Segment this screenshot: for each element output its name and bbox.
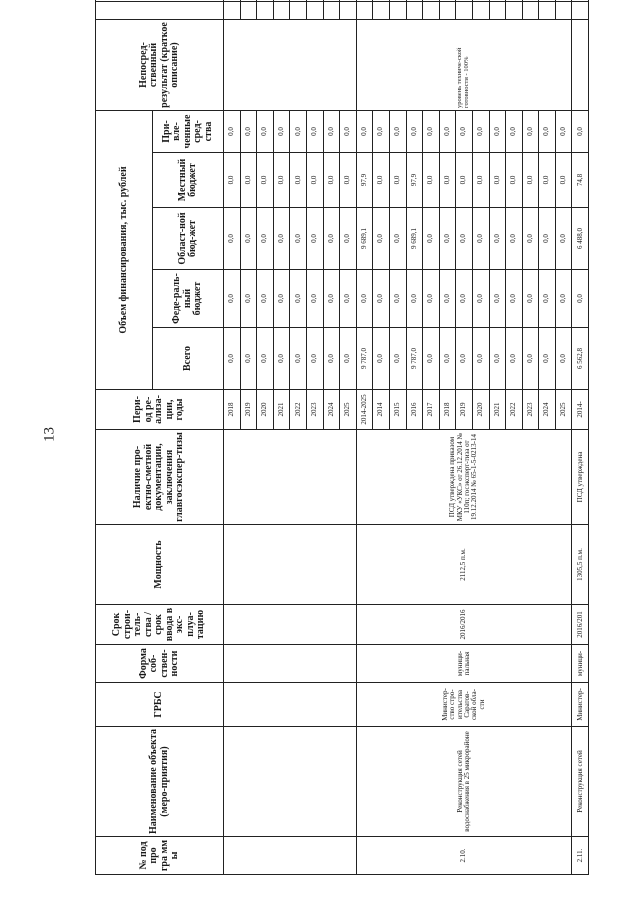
empty-cell	[323, 0, 340, 2]
cell-year: 2024	[539, 390, 556, 430]
cell-private: 0,0	[373, 111, 390, 153]
empty-cell	[224, 727, 357, 837]
empty-cell	[340, 0, 357, 2]
cell-local: 0,0	[306, 153, 323, 208]
cell-federal: 0,0	[290, 270, 307, 328]
empty-cell	[555, 0, 572, 2]
cell-regional: 0,0	[323, 208, 340, 270]
cell-regional: 0,0	[240, 208, 257, 270]
empty-cell	[323, 2, 340, 20]
cell-year: 2024	[323, 390, 340, 430]
cell-total: 0,0	[522, 328, 539, 390]
cell-local: 0,0	[240, 153, 257, 208]
empty-cell	[340, 2, 357, 20]
cell-local: 0,0	[323, 153, 340, 208]
cell-private: 0,0	[290, 111, 307, 153]
cell-federal: 0,0	[489, 270, 506, 328]
cell-total: 9 787,0	[406, 328, 423, 390]
cell-federal: 0,0	[539, 270, 556, 328]
cell-federal: 0,0	[423, 270, 440, 328]
cell-private: 0,0	[539, 111, 556, 153]
empty-cell	[456, 0, 473, 2]
header-extra	[96, 0, 224, 2]
cell-year: 2014	[373, 390, 390, 430]
cell-private: 0,0	[257, 111, 274, 153]
cell-num: 2.10.	[356, 837, 572, 875]
cell-federal: 0,0	[323, 270, 340, 328]
empty-cell	[406, 2, 423, 20]
cell-private: 0,0	[323, 111, 340, 153]
table-body	[224, 0, 589, 875]
empty-cell	[539, 2, 556, 20]
cell-total: 0,0	[456, 328, 473, 390]
empty-cell	[306, 2, 323, 20]
header-name: Наименование объекта (меро-приятия)	[96, 727, 224, 837]
header-num: № под про гра мм ы	[96, 837, 224, 875]
cell-year: 2023	[522, 390, 539, 430]
empty-cell	[306, 0, 323, 2]
header-federal: Феде-раль-ный бюджет	[153, 270, 224, 328]
empty-cell	[224, 2, 241, 20]
empty-cell	[506, 0, 523, 2]
cell-grbs: Министер-	[572, 683, 589, 727]
empty-cell	[373, 2, 390, 20]
cell-local: 97,9	[406, 153, 423, 208]
cell-year: 2016	[406, 390, 423, 430]
empty-cell	[240, 2, 257, 20]
cell-private: 0,0	[572, 111, 589, 153]
cell-local: 0,0	[340, 153, 357, 208]
cell-total: 0,0	[539, 328, 556, 390]
cell-term: 2016/201	[572, 605, 589, 645]
empty-cell	[257, 0, 274, 2]
cell-local: 0,0	[423, 153, 440, 208]
header-total: Всего	[153, 328, 224, 390]
empty-cell	[356, 0, 373, 2]
cell-regional: 0,0	[373, 208, 390, 270]
cell-local: 74,8	[572, 153, 589, 208]
cell-year: 2023	[306, 390, 323, 430]
cell-regional: 0,0	[423, 208, 440, 270]
cell-regional: 0,0	[389, 208, 406, 270]
empty-cell	[489, 0, 506, 2]
empty-cell	[522, 0, 539, 2]
cell-total: 0,0	[306, 328, 323, 390]
cell-federal: 0,0	[522, 270, 539, 328]
cell-regional: 0,0	[522, 208, 539, 270]
empty-cell	[389, 2, 406, 20]
cell-year: 2018	[224, 390, 241, 430]
header-ownership: Форма соб-ствен-ности	[96, 645, 224, 683]
cell-year: 2022	[290, 390, 307, 430]
empty-cell	[439, 0, 456, 2]
cell-regional: 0,0	[555, 208, 572, 270]
header-local: Местный бюджет	[153, 153, 224, 208]
empty-cell	[555, 2, 572, 20]
cell-num: 2.11.	[572, 837, 589, 875]
cell-ownership: муници-	[572, 645, 589, 683]
empty-cell	[572, 2, 589, 20]
empty-cell	[224, 0, 241, 2]
cell-grbs: Министер-ство стро-ительства Саратов-ской обла-сти	[356, 683, 572, 727]
empty-cell	[456, 2, 473, 20]
empty-cell	[389, 0, 406, 2]
cell-capacity: 2112,5 п.м.	[356, 525, 572, 605]
cell-total: 0,0	[224, 328, 241, 390]
cell-local: 0,0	[389, 153, 406, 208]
cell-regional: 6 488,0	[572, 208, 589, 270]
cell-local: 97,9	[356, 153, 373, 208]
empty-cell	[472, 2, 489, 20]
cell-private: 0,0	[522, 111, 539, 153]
table-row	[224, 0, 241, 875]
empty-cell	[539, 0, 556, 2]
header-grbs: ГРБС	[96, 683, 224, 727]
cell-federal: 0,0	[373, 270, 390, 328]
financing-table	[95, 0, 589, 875]
cell-local: 0,0	[439, 153, 456, 208]
cell-private: 0,0	[340, 111, 357, 153]
cell-year: 2025	[340, 390, 357, 430]
header-term: Срок строи-тель-ства / срок ввода в экс-плуа-тацию	[96, 605, 224, 645]
cell-federal: 0,0	[306, 270, 323, 328]
cell-federal: 0,0	[555, 270, 572, 328]
cell-private: 0,0	[389, 111, 406, 153]
cell-total: 0,0	[240, 328, 257, 390]
cell-total: 0,0	[257, 328, 274, 390]
cell-regional: 0,0	[290, 208, 307, 270]
cell-total: 0,0	[489, 328, 506, 390]
empty-cell	[572, 0, 589, 2]
cell-federal: 0,0	[340, 270, 357, 328]
cell-total: 0,0	[506, 328, 523, 390]
cell-year: 2022	[506, 390, 523, 430]
empty-cell	[224, 683, 357, 727]
cell-year: 2014-2025	[356, 390, 373, 430]
header-extra	[96, 2, 224, 20]
cell-regional: 0,0	[472, 208, 489, 270]
cell-result	[572, 20, 589, 111]
cell-total: 6 562,8	[572, 328, 589, 390]
cell-regional: 0,0	[224, 208, 241, 270]
empty-cell	[290, 2, 307, 20]
cell-federal: 0,0	[456, 270, 473, 328]
rotated-table-wrapper	[95, 22, 625, 875]
cell-year: 2021	[489, 390, 506, 430]
empty-cell	[356, 2, 373, 20]
cell-private: 0,0	[506, 111, 523, 153]
cell-local: 0,0	[224, 153, 241, 208]
page-number: 13	[41, 427, 58, 442]
empty-cell	[224, 605, 357, 645]
cell-total: 0,0	[439, 328, 456, 390]
cell-regional: 0,0	[306, 208, 323, 270]
table-row	[356, 0, 373, 875]
cell-regional: 9 689,1	[356, 208, 373, 270]
cell-local: 0,0	[522, 153, 539, 208]
cell-year: 2021	[273, 390, 290, 430]
cell-regional: 0,0	[257, 208, 274, 270]
header-period: Пери-од ре-ализа-ции, годы	[96, 390, 224, 430]
cell-federal: 0,0	[439, 270, 456, 328]
cell-year: 2025	[555, 390, 572, 430]
cell-name: Реконструкция сетей	[572, 727, 589, 837]
cell-federal: 0,0	[506, 270, 523, 328]
cell-year: 2019	[240, 390, 257, 430]
cell-private: 0,0	[273, 111, 290, 153]
cell-regional: 0,0	[340, 208, 357, 270]
cell-private: 0,0	[555, 111, 572, 153]
empty-cell	[506, 2, 523, 20]
cell-private: 0,0	[224, 111, 241, 153]
cell-local: 0,0	[539, 153, 556, 208]
cell-federal: 0,0	[273, 270, 290, 328]
empty-cell	[522, 2, 539, 20]
cell-private: 0,0	[356, 111, 373, 153]
cell-local: 0,0	[472, 153, 489, 208]
cell-private: 0,0	[472, 111, 489, 153]
cell-federal: 0,0	[240, 270, 257, 328]
cell-year: 2020	[472, 390, 489, 430]
cell-year: 2014-	[572, 390, 589, 430]
header-regional: Област-ной бюд-жет	[153, 208, 224, 270]
cell-federal: 0,0	[406, 270, 423, 328]
cell-federal: 0,0	[224, 270, 241, 328]
cell-private: 0,0	[240, 111, 257, 153]
cell-private: 0,0	[406, 111, 423, 153]
empty-cell	[489, 2, 506, 20]
cell-private: 0,0	[306, 111, 323, 153]
cell-year: 2017	[423, 390, 440, 430]
header-financing: Объем финансирования, тыс. рублей	[96, 111, 153, 390]
cell-regional: 0,0	[489, 208, 506, 270]
cell-total: 9 787,0	[356, 328, 373, 390]
cell-local: 0,0	[373, 153, 390, 208]
empty-cell	[423, 2, 440, 20]
empty-cell	[257, 2, 274, 20]
cell-year: 2018	[439, 390, 456, 430]
cell-total: 0,0	[555, 328, 572, 390]
empty-cell	[373, 0, 390, 2]
cell-regional: 0,0	[506, 208, 523, 270]
cell-total: 0,0	[423, 328, 440, 390]
cell-regional: 0,0	[539, 208, 556, 270]
cell-federal: 0,0	[257, 270, 274, 328]
cell-local: 0,0	[456, 153, 473, 208]
cell-regional: 0,0	[439, 208, 456, 270]
cell-year: 2015	[389, 390, 406, 430]
empty-cell	[224, 430, 357, 525]
cell-ownership: муници-пальная	[356, 645, 572, 683]
empty-cell	[224, 837, 357, 875]
cell-psd: ПСД утверждена приказом МКУ «УКС» от 26.12.2014 № 110п; госэксперт-тиза от 19.12.2014 № 65-1-5-0213-14	[356, 430, 572, 525]
cell-private: 0,0	[439, 111, 456, 153]
header-result: Непосред-ственный результат (краткое описание)	[96, 20, 224, 111]
empty-cell	[240, 0, 257, 2]
cell-private: 0,0	[489, 111, 506, 153]
cell-name: Реконструкция сетей водоснабжения в 25 микрорайоне	[356, 727, 572, 837]
cell-regional: 0,0	[273, 208, 290, 270]
cell-federal: 0,0	[572, 270, 589, 328]
cell-private: 0,0	[456, 111, 473, 153]
empty-cell	[290, 0, 307, 2]
cell-local: 0,0	[290, 153, 307, 208]
empty-cell	[273, 2, 290, 20]
cell-local: 0,0	[489, 153, 506, 208]
cell-result	[224, 20, 357, 111]
empty-cell	[472, 0, 489, 2]
cell-result: уровень техниче-ской готовности - 100%	[356, 20, 572, 111]
header-private: При-вле-ченные сред-ства	[153, 111, 224, 153]
empty-cell	[406, 0, 423, 2]
table-row	[572, 0, 589, 875]
cell-regional: 0,0	[456, 208, 473, 270]
empty-cell	[224, 525, 357, 605]
cell-federal: 0,0	[472, 270, 489, 328]
cell-capacity: 1305,5 п.м.	[572, 525, 589, 605]
cell-local: 0,0	[273, 153, 290, 208]
cell-local: 0,0	[555, 153, 572, 208]
empty-cell	[224, 645, 357, 683]
empty-cell	[423, 0, 440, 2]
header-capacity: Мощность	[96, 525, 224, 605]
cell-psd: ПСД утверждена	[572, 430, 589, 525]
cell-private: 0,0	[423, 111, 440, 153]
cell-regional: 9 689,1	[406, 208, 423, 270]
cell-year: 2020	[257, 390, 274, 430]
cell-total: 0,0	[389, 328, 406, 390]
empty-cell	[273, 0, 290, 2]
cell-local: 0,0	[506, 153, 523, 208]
cell-total: 0,0	[273, 328, 290, 390]
cell-total: 0,0	[373, 328, 390, 390]
cell-federal: 0,0	[389, 270, 406, 328]
cell-total: 0,0	[472, 328, 489, 390]
cell-total: 0,0	[340, 328, 357, 390]
cell-total: 0,0	[323, 328, 340, 390]
empty-cell	[439, 2, 456, 20]
cell-federal: 0,0	[356, 270, 373, 328]
header-psd: Наличие про-ектно-сметной документации, заключения главгосэкспер-тизы	[96, 430, 224, 525]
cell-total: 0,0	[290, 328, 307, 390]
cell-year: 2019	[456, 390, 473, 430]
cell-term: 2016/2016	[356, 605, 572, 645]
cell-local: 0,0	[257, 153, 274, 208]
